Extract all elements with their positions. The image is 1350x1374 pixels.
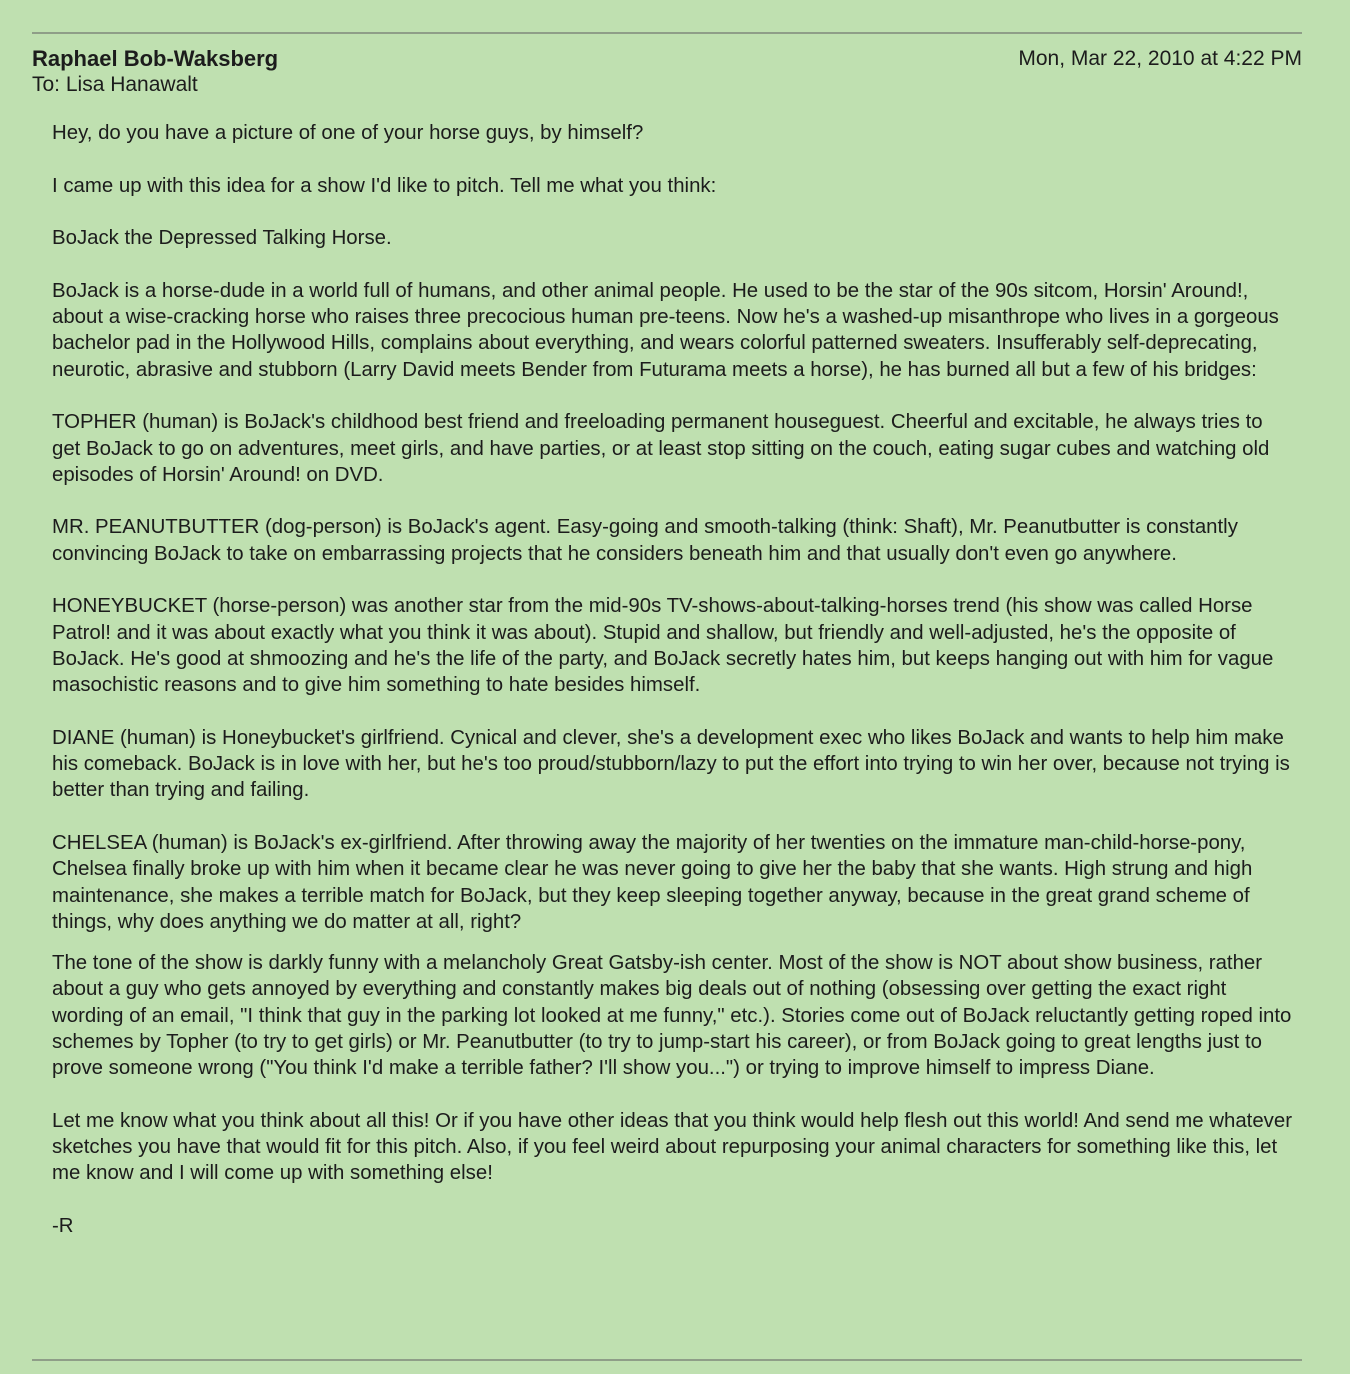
paragraph-intro: I came up with this idea for a show I'd like to pitch. Tell me what you think:	[52, 174, 717, 197]
signature: -R	[52, 1214, 74, 1237]
email-header	[32, 46, 1302, 98]
paragraph-diane: DIANE (human) is Honeybucket's girlfriend. Cynical and clever, she's a development exec who likes BoJack and wants to help him make his comeback. BoJack is in love with her, but he's too proud/stubborn/lazy to put the effort into trying to win her over, because not trying is better than trying and failing.	[52, 726, 1290, 802]
recipient-line: To: Lisa Hanawalt	[32, 73, 198, 96]
paragraph-show-title: BoJack the Depressed Talking Horse.	[52, 227, 392, 250]
paragraph-topher: TOPHER (human) is BoJack's childhood best friend and freeloading permanent houseguest. Cheerful and excitable, he always tries to get BoJack to go on adventures, meet girls, and have parties, or at least stop sitting on the couch, eating sugar cubes and watching old episodes of Horsin' Around! on DVD.	[52, 411, 1270, 486]
paragraph-closing: Let me know what you think about all this! Or if you have other ideas that you think would help flesh out this world! And send me whatever sketches you have that would fit for this pitch. Also, if you feel weird about repurposing your animal characters for something like this, let me know and I will come up with something else!	[52, 1109, 1292, 1185]
top-divider	[32, 32, 1302, 34]
email-body	[52, 120, 1292, 1266]
sent-date: Mon, Mar 22, 2010 at 4:22 PM	[1018, 47, 1302, 70]
paragraph-mr-peanutbutter: MR. PEANUTBUTTER (dog-person) is BoJack's agent. Easy-going and smooth-talking (think: Shaft), Mr. Peanutbutter is constantly convincing BoJack to take on embarrassing projects that he considers beneath him and that usually don't even go anywhere.	[52, 516, 1238, 565]
sender-name: Raphael Bob-Waksberg	[32, 46, 279, 71]
paragraph-bojack: BoJack is a horse-dude in a world full of humans, and other animal people. He used to be the star of the 90s sitcom, Horsin' Around!, about a wise-cracking horse who raises three precocious human pre-teens. Now he's a washed-up misanthrope who lives in a gorgeous bachelor pad in the Hollywood Hills, complains about everything, and wears colorful patterned sweaters. Insufferably self-deprecating, neurotic, abrasive and stubborn (Larry David meets Bender from Futurama meets a horse), he has burned all but a few of his bridges:	[52, 279, 1279, 381]
paragraph-greeting: Hey, do you have a picture of one of your horse guys, by himself?	[52, 122, 644, 144]
bottom-divider	[32, 1359, 1302, 1361]
paragraph-tone: The tone of the show is darkly funny with a melancholy Great Gatsby-ish center. Most of the show is NOT about show business, rather about a guy who gets annoyed by everything and constantly makes big deals out of nothing (obsessing over getting the exact right wording of an email, "I think that guy in the parking lot looked at me funny," etc.). Stories come out of BoJack reluctantly getting roped into schemes by Topher (to try to get girls) or Mr. Peanutbutter (to try to jump-start his career), or from BoJack going to great lengths just to prove someone wrong ("You think I'd make a terrible father? I'll show you...") or trying to improve himself to impress Diane.	[52, 952, 1292, 1080]
paragraph-chelsea: CHELSEA (human) is BoJack's ex-girlfriend. After throwing away the majority of her twenties on the immature man-child-horse-pony, Chelsea finally broke up with him when it became clear he was never going to give her the baby that she wants. High strung and high maintenance, she makes a terrible match for BoJack, but they keep sleeping together anyway, because in the great grand scheme of things, why does anything we do matter at all, right?	[52, 832, 1253, 933]
paragraph-honeybucket: HONEYBUCKET (horse-person) was another star from the mid-90s TV-shows-about-talking-horses trend (his show was called Horse Patrol! and it was about exactly what you think it was about). Stupid and shallow, but friendly and well-adjusted, he's the opposite of BoJack. He's good at shmoozing and he's the life of the party, and BoJack secretly hates him, but keeps hanging out with him for vague masochistic reasons and to give him something to hate besides himself.	[52, 595, 1274, 697]
